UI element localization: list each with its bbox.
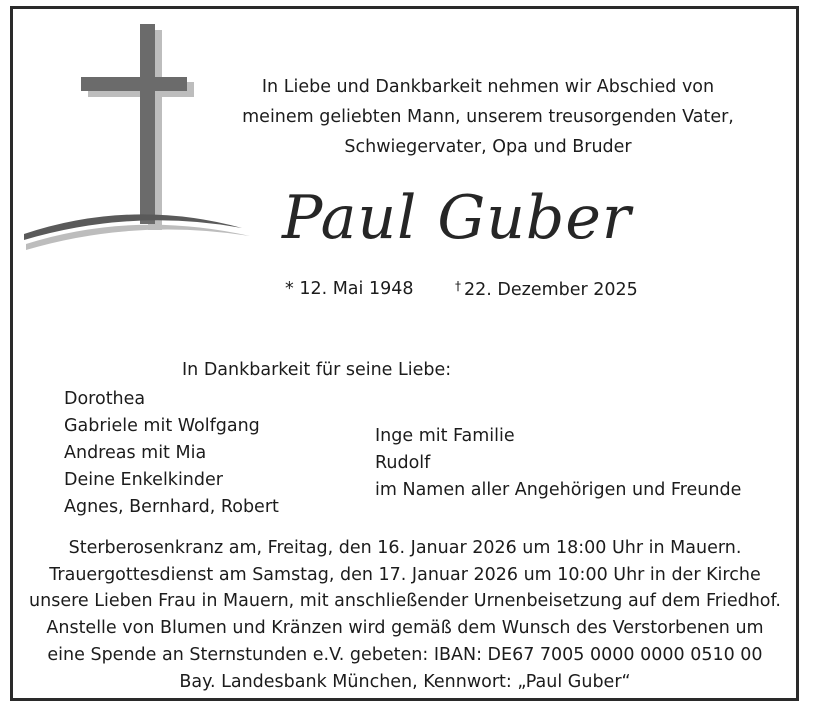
dagger-symbol: †: [455, 279, 461, 293]
deceased-name: Paul Guber: [282, 183, 632, 253]
death-date-row: [455, 279, 638, 300]
notice-line: Anstelle von Blumen und Kränzen wird gemäß dem Wunsch des Verstorbenen um: [46, 618, 764, 639]
list-item: Andreas mit Mia: [64, 443, 207, 463]
list-item: Dorothea: [64, 389, 146, 409]
family-list-left: [64, 386, 279, 521]
list-item: im Namen aller Angehörigen und Freunde: [375, 480, 742, 500]
cross-icon: [24, 22, 256, 252]
notice-line: unsere Lieben Frau in Mauern, mit anschließender Urnenbeisetzung auf dem Friedhof.: [29, 591, 781, 612]
intro-line: Schwiegervater, Opa und Bruder: [344, 137, 632, 157]
list-item: Gabriele mit Wolfgang: [64, 416, 260, 436]
funeral-notice: [10, 535, 800, 695]
intro-line: meinem geliebten Mann, unserem treusorgenden Vater,: [242, 107, 734, 127]
intro-line: In Liebe und Dankbarkeit nehmen wir Abschied von: [261, 77, 715, 97]
list-item: Agnes, Bernhard, Robert: [64, 497, 279, 517]
birth-date: * 12. Mai 1948: [285, 279, 414, 299]
intro-text: [228, 72, 748, 162]
notice-line: Bay. Landesbank München, Kennwort: „Paul Guber“: [179, 671, 631, 692]
list-item: Rudolf: [375, 453, 431, 473]
family-list-right: [375, 423, 741, 504]
notice-line: Trauergottesdienst am Samstag, den 17. Januar 2026 um 10:00 Uhr in der Kirche: [49, 564, 761, 585]
list-item: Deine Enkelkinder: [64, 470, 223, 490]
death-date: 22. Dezember 2025: [464, 280, 638, 300]
thanks-heading: In Dankbarkeit für seine Liebe:: [182, 360, 452, 380]
notice-line: Sterberosenkranz am, Freitag, den 16. Januar 2026 um 18:00 Uhr in Mauern.: [68, 538, 742, 558]
list-item: Inge mit Familie: [375, 426, 515, 446]
notice-line: eine Spende an Sternstunden e.V. gebeten: IBAN: DE67 7005 0000 0000 0510 00: [47, 644, 763, 665]
